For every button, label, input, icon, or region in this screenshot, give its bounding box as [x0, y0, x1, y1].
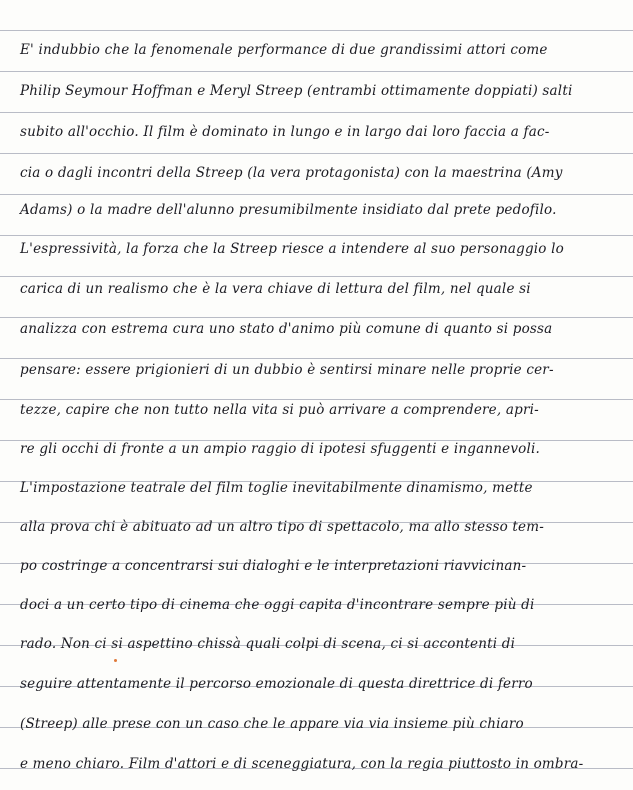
- ruled-line: [0, 112, 633, 113]
- text-line: E' indubbio che la fenomenale performance di due grandissimi attori come: [20, 42, 548, 58]
- text-line: pensare: essere prigionieri di un dubbio è sentirsi minare nelle proprie cer-: [20, 362, 554, 378]
- text-line: Adams) o la madre dell'alunno presumibilmente insidiato dal prete pedofilo.: [20, 202, 557, 218]
- ruled-line: [0, 276, 633, 277]
- text-line: tezze, capire che non tutto nella vita si può arrivare a comprendere, apri-: [20, 402, 539, 418]
- text-line: carica di un realismo che è la vera chiave di lettura del film, nel quale si: [20, 281, 531, 297]
- text-line: subito all'occhio. Il film è dominato in lungo e in largo dai loro faccia a fac-: [20, 124, 550, 140]
- ruled-line: [0, 317, 633, 318]
- text-line: rado. Non ci si aspettino chissà quali colpi di scena, ci si accontenti di: [20, 636, 516, 652]
- text-line: seguire attentamente il percorso emozionale di questa direttrice di ferro: [20, 676, 533, 692]
- text-line: L'impostazione teatrale del film toglie inevitabilmente dinamismo, mette: [20, 480, 533, 496]
- text-line: doci a un certo tipo di cinema che oggi capita d'incontrare sempre più di: [20, 597, 535, 613]
- ruled-line: [0, 358, 633, 359]
- text-line: L'espressività, la forza che la Streep riesce a intendere al suo personaggio lo: [20, 241, 564, 257]
- ruled-line: [0, 30, 633, 31]
- text-line: Philip Seymour Hoffman e Meryl Streep (entrambi ottimamente doppiati) salti: [20, 83, 573, 99]
- ruled-line: [0, 399, 633, 400]
- text-line: re gli occhi di fronte a un ampio raggio di ipotesi sfuggenti e ingannevoli.: [20, 441, 541, 457]
- text-line: po costringe a concentrarsi sui dialoghi e le interpretazioni riavvicinan-: [20, 558, 527, 574]
- ink-dot: [114, 659, 117, 662]
- ruled-line: [0, 71, 633, 72]
- text-line: (Streep) alle prese con un caso che le appare via via insieme più chiaro: [20, 716, 524, 732]
- ruled-line: [0, 194, 633, 195]
- ruled-line: [0, 153, 633, 154]
- ruled-line: [0, 235, 633, 236]
- text-line: alla prova chi è abituato ad un altro tipo di spettacolo, ma allo stesso tem-: [20, 519, 544, 535]
- text-line: analizza con estrema cura uno stato d'animo più comune di quanto si possa: [20, 321, 553, 337]
- text-line: e meno chiaro. Film d'attori e di sceneggiatura, con la regia piuttosto in ombra-: [20, 756, 584, 772]
- text-line: cia o dagli incontri della Streep (la vera protagonista) con la maestrina (Amy: [20, 165, 563, 181]
